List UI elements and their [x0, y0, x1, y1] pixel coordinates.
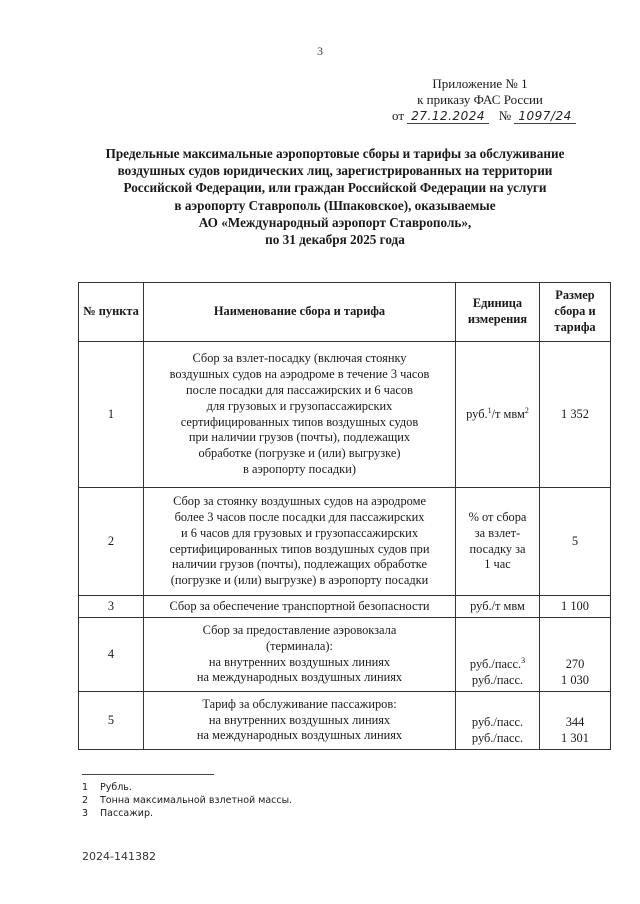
name-line: и 6 часов для грузовых и грузопассажирских — [180, 525, 419, 540]
date-prefix: от — [392, 108, 405, 123]
unit-line: % от сбора — [468, 509, 527, 524]
name-line: для грузовых и грузопассажирских — [206, 398, 393, 413]
table-header-row — [79, 283, 611, 342]
row-size — [540, 692, 611, 750]
name-line: после посадки для пассажирских и 6 часов — [186, 382, 413, 397]
appendix-order-ref: к приказу ФАС России — [417, 92, 543, 107]
size-line: 1 301 — [561, 731, 589, 746]
document-id: 2024-141382 — [82, 850, 156, 863]
table-row — [79, 692, 611, 750]
row-size: 5 — [540, 488, 611, 596]
table-row — [79, 596, 611, 618]
row-name — [144, 342, 456, 488]
name-line: (погрузке и (или) выгрузке) в аэропорту посадки — [170, 573, 429, 588]
row-num: 1 — [79, 342, 144, 488]
row-name — [144, 692, 456, 750]
row-unit: руб./т мвм — [456, 596, 540, 618]
size-line: 344 — [565, 715, 585, 730]
name-line: Тариф за обслуживание пассажиров: — [202, 696, 397, 711]
name-line: сертифицированных типов воздушных судов — [180, 414, 419, 429]
table-row — [79, 618, 611, 692]
handwritten-date: 27.12.2024 — [407, 109, 489, 124]
footnote-ref: 3 — [521, 656, 526, 666]
title-line: воздушных судов юридических лиц, зарегистрированных на территории — [117, 163, 553, 179]
footnote-divider — [82, 774, 214, 775]
row-num: 2 — [79, 488, 144, 596]
name-line: сертифицированных типов воздушных судов при — [169, 541, 430, 556]
row-num: 5 — [79, 692, 144, 750]
row-size: 1 100 — [540, 596, 611, 618]
unit-line — [459, 657, 536, 673]
name-line: воздушных судов на аэродроме в течение 3 часов — [169, 367, 430, 382]
size-line: 1 030 — [561, 673, 589, 688]
name-line: Сбор за предоставление аэровокзала — [202, 622, 397, 637]
title-line: Предельные максимальные аэропортовые сборы и тарифы за обслуживание — [105, 146, 565, 161]
document-title — [70, 145, 600, 248]
row-size: 1 352 — [540, 342, 611, 488]
size-line: 270 — [565, 657, 585, 672]
unit-line: руб./пасс. — [471, 715, 524, 730]
name-line: (терминала): — [265, 638, 333, 653]
title-line: АО «Международный аэропорт Ставрополь», — [198, 214, 472, 230]
table-row — [79, 488, 611, 596]
unit-part: руб. — [466, 406, 488, 421]
unit-part: /т мвм — [491, 406, 525, 421]
appendix-date-number — [392, 108, 580, 124]
name-line: при наличии грузов (почты), подлежащих — [188, 430, 411, 445]
row-num: 3 — [79, 596, 144, 618]
footnote-ref: 2 — [524, 405, 529, 415]
title-line: в аэропорту Ставрополь (Шпаковское), оказываемые — [174, 197, 496, 213]
page-number: 3 — [317, 44, 323, 58]
handwritten-number: 1097/24 — [514, 109, 575, 124]
footnote: 1 Рубль. — [82, 782, 132, 793]
unit-part: руб./пасс. — [469, 657, 522, 672]
name-line: на международных воздушных линиях — [196, 670, 403, 685]
unit-line: руб./пасс. — [471, 673, 524, 688]
row-unit — [456, 618, 540, 692]
footnote: 3 Пассажир. — [82, 808, 154, 819]
name-line: на международных воздушных линиях — [196, 728, 403, 743]
row-name — [144, 618, 456, 692]
name-line: на внутренних воздушных линиях — [208, 654, 391, 669]
title-line: по 31 декабря 2025 года — [265, 232, 405, 248]
row-num: 4 — [79, 618, 144, 692]
name-line: на внутренних воздушных линиях — [208, 712, 391, 727]
appendix-title: Приложение № 1 — [432, 76, 528, 91]
unit-line: 1 час — [484, 557, 511, 572]
unit-line: руб./пасс. — [471, 731, 524, 746]
name-line: наличии грузов (почты), подлежащих обработке — [172, 557, 427, 572]
header-name: Наименование сбора и тарифа — [144, 283, 456, 342]
row-unit — [456, 342, 540, 488]
name-line: обработке (погрузке и (или) выгрузке) — [198, 446, 401, 461]
table-row — [79, 342, 611, 488]
row-unit — [456, 692, 540, 750]
name-line: Сбор за стоянку воздушных судов на аэродроме — [173, 494, 426, 509]
row-unit — [456, 488, 540, 596]
header-unit: Единица измерения — [456, 283, 540, 342]
unit-line: посадку за — [469, 541, 526, 556]
number-prefix: № — [498, 108, 512, 123]
unit-line: за взлет- — [474, 525, 521, 540]
header-size: Размер сбора и тарифа — [540, 283, 611, 342]
name-line: Сбор за взлет-посадку (включая стоянку — [192, 351, 407, 366]
appendix-block — [380, 76, 580, 124]
footnotes — [82, 781, 292, 820]
footnote-ref: 1 — [487, 405, 492, 415]
row-size — [540, 618, 611, 692]
name-line: в аэропорту посадки) — [243, 461, 356, 476]
tariffs-table — [78, 282, 611, 750]
header-num: № пункта — [79, 283, 144, 342]
name-line: более 3 часов после посадки для пассажирских — [174, 509, 425, 524]
row-name: Сбор за обеспечение транспортной безопасности — [144, 596, 456, 618]
row-name — [144, 488, 456, 596]
footnote: 2 Тонна максимальной взлетной массы. — [82, 795, 293, 806]
title-line: Российской Федерации, или граждан Российской Федерации на услуги — [123, 180, 547, 196]
